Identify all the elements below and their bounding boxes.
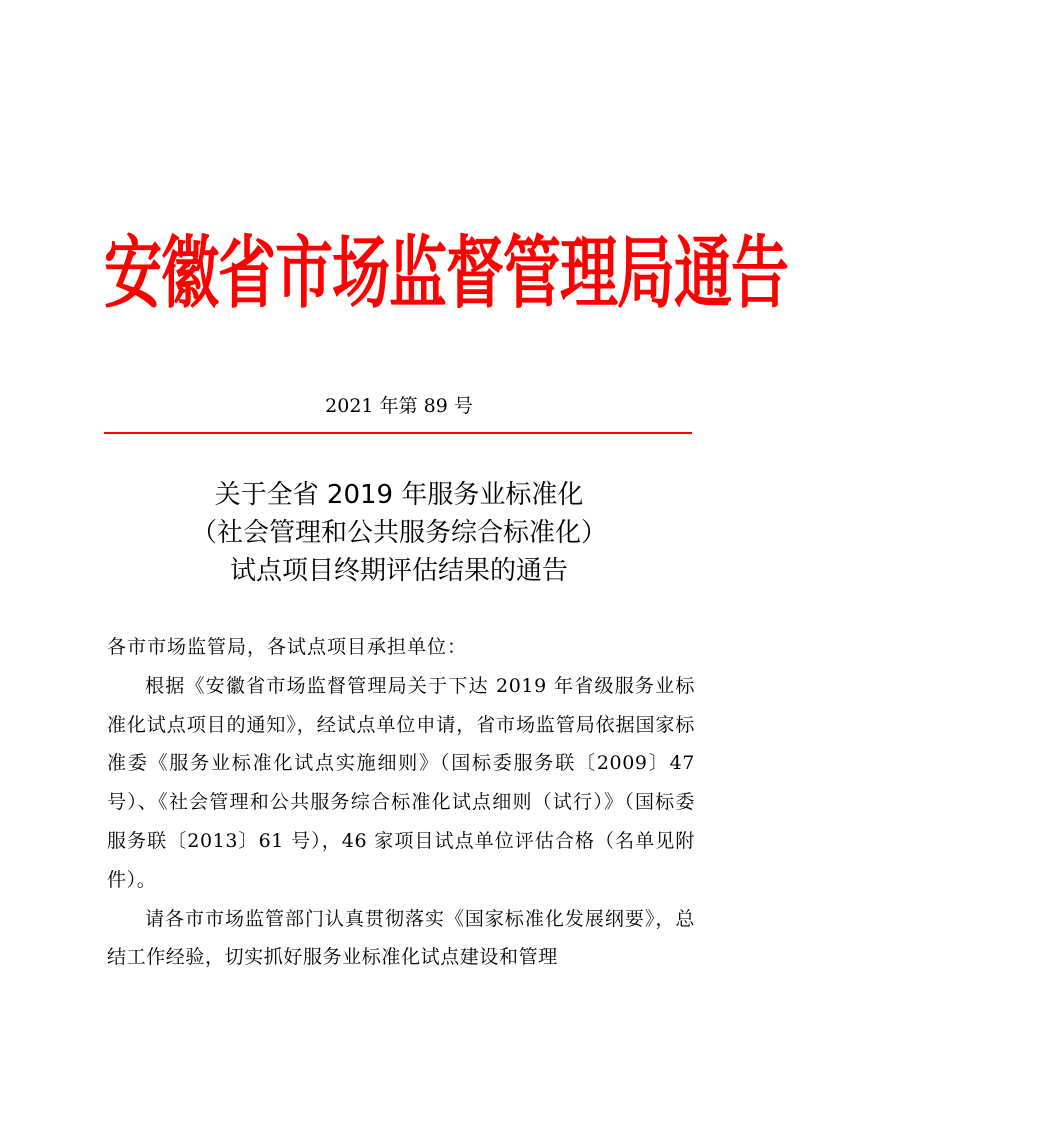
notice-title — [104, 476, 694, 590]
masthead-title: 安徽省市场监督管理局通告 — [104, 227, 789, 319]
red-divider-line — [104, 432, 692, 434]
body-paragraph: 请各市市场监管部门认真贯彻落实《国家标准化发展纲要》，总结工作经验，切实抓好服务业标准化试点建设和管理 — [107, 907, 695, 969]
title-line-2: （社会管理和公共服务综合标准化） — [190, 518, 607, 548]
salutation: 各市市场监管局，各试点项目承担单位： — [107, 636, 468, 658]
document-number: 2021 年第 89 号 — [325, 395, 473, 417]
body-paragraph: 根据《安徽省市场监督管理局关于下达 2019 年省级服务业标准化试点项目的通知》，经试点单位申请，省市场监管局依据国家标准委《服务业标准化试点实施细则》（国标委服务联〔2009〕47 号）、《社会管理和公共服务综合标准化试点细则（试行）》（国标委服务联〔2013〕61 号），46 家项目试点单位评估合格（名单见附件）。 — [107, 674, 695, 891]
notice-body — [107, 628, 695, 977]
title-line-3: 试点项目终期评估结果的通告 — [229, 556, 568, 586]
title-line-1: 关于全省 2019 年服务业标准化 — [214, 480, 584, 510]
